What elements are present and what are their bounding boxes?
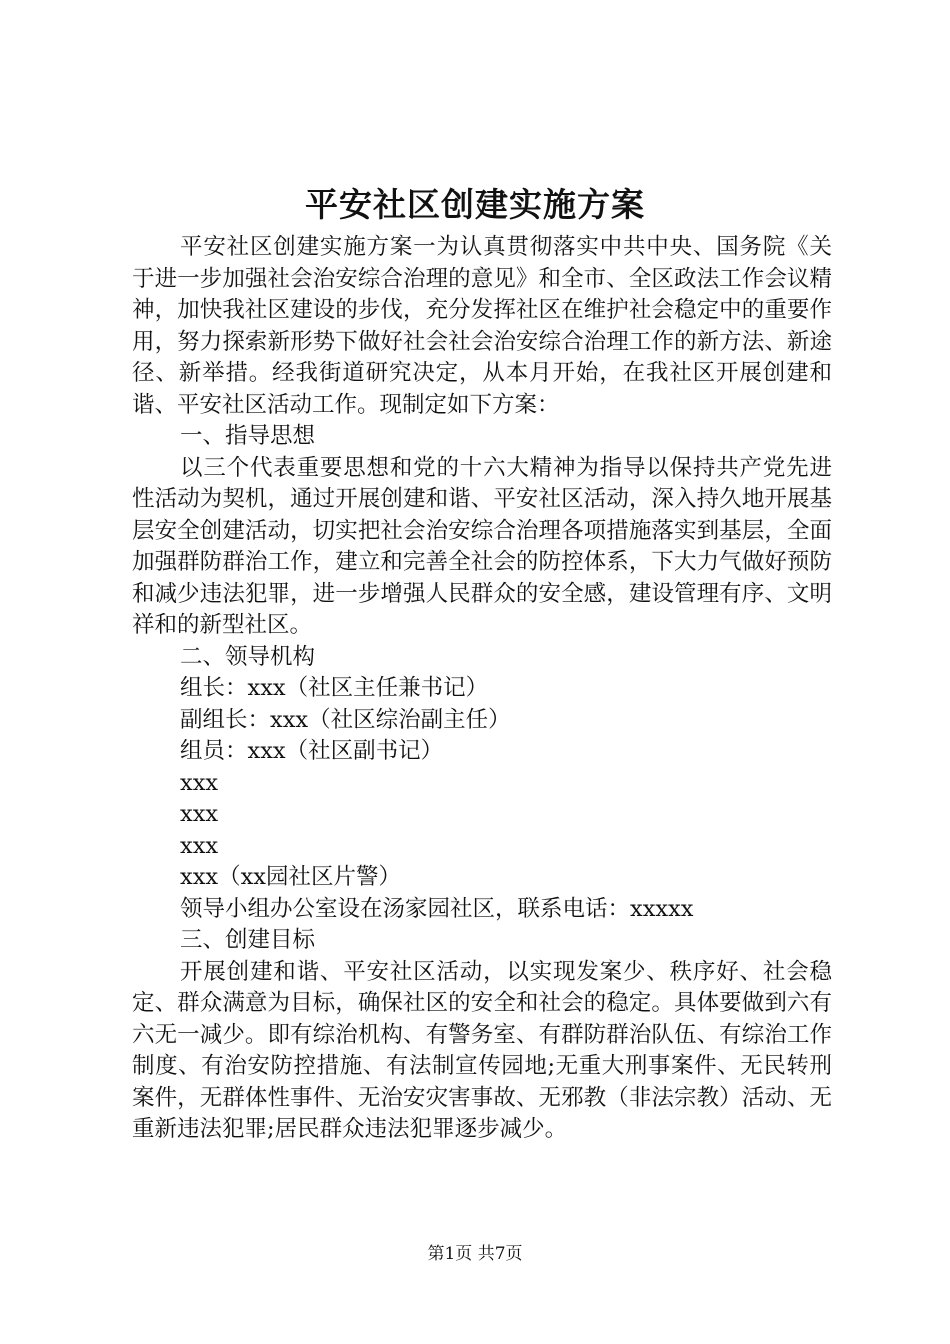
leader-line: 组长：xxx（社区主任兼书记）: [180, 675, 489, 701]
goals-paragraph: 开展创建和谐、平安社区活动，以实现发案少、秩序好、社会稳定、群众满意为目标，确保社区的安全和社会的稳定。具体要做到六有六无一减少。即有综治机构、有警务室、有群防群治队伍、有综治工作制度、有治安防控措施、有法制宣传园地;无重大刑事案件、无民转刑案件，无群体性事件、无治安灾害事故、无邪教（非法宗教）活动、无重新违法犯罪;居民群众违法犯罪逐步减少。: [132, 958, 832, 1142]
member-line: xxx: [180, 769, 219, 796]
section-heading-goals: 三、创建目标: [180, 927, 316, 953]
member-line: xxx: [180, 801, 219, 827]
section-heading-guiding-ideology: 一、指导思想: [180, 423, 316, 449]
document-body: [132, 232, 832, 1146]
office-line: 领导小组办公室设在汤家园社区，联系电话：xxxxx: [180, 895, 694, 922]
intro-paragraph: 平安社区创建实施方案一为认真贯彻落实中共中央、国务院《关于进一步加强社会治安综合治理的意见》和全市、全区政法工作会议精神，加快我社区建设的步伐，充分发挥社区在维护社会稳定中的重要作用，努力探索新形势下做好社会社会治安综合治理工作的新方法、新途径、新举措。经我街道研究决定，从本月开始，在我社区开展创建和谐、平安社区活动工作。现制定如下方案：: [132, 234, 832, 418]
page-number-footer: 第1页 共7页: [427, 1244, 523, 1264]
member-line: xxx: [180, 832, 219, 859]
member-line: 组员：xxx（社区副书记）: [180, 738, 444, 764]
guiding-ideology-paragraph: 以三个代表重要思想和党的十六大精神为指导以保持共产党先进性活动为契机，通过开展创建和谐、平安社区活动，深入持久地开展基层安全创建活动，切实把社会治安综合治理各项措施落实到基层，全面加强群防群治工作，建立和完善全社会的防控体系，下大力气做好预防和减少违法犯罪，进一步增强人民群众的安全感，建设管理有序、文明祥和的新型社区。: [132, 454, 832, 638]
section-heading-leadership: 二、领导机构: [180, 643, 316, 670]
deputy-leader-line: 副组长：xxx（社区综治副主任）: [180, 706, 511, 733]
member-line: xxx（xx园社区片警）: [180, 864, 401, 890]
document-title: 平安社区创建实施方案: [305, 185, 645, 224]
